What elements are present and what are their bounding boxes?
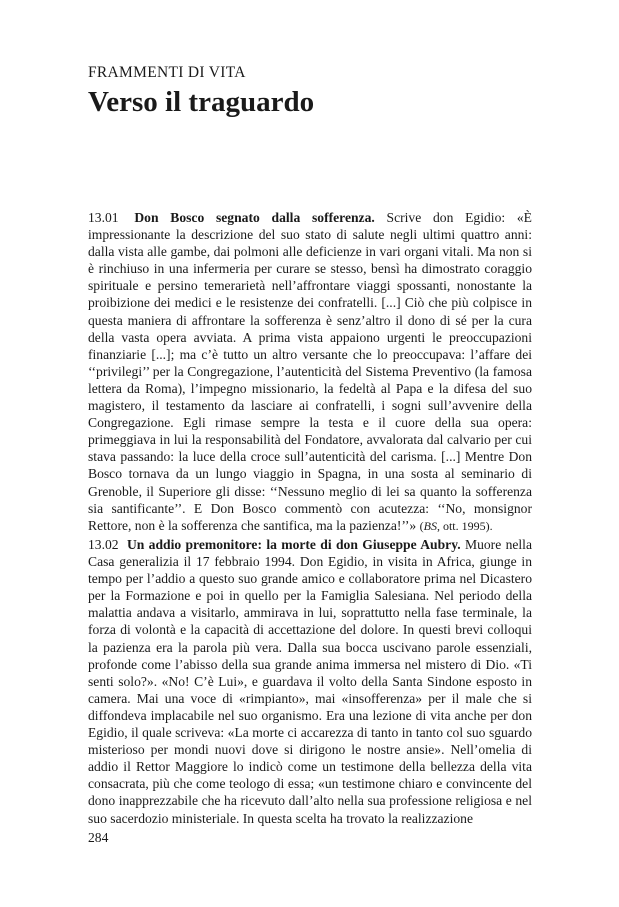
paragraph-text: Muore nella Casa generalizia il 17 febbraio 1994. Don Egidio, in visita in Africa, giunge in tempo per l’addio a questo suo grande amico e collaboratore prima nel Dicastero per la Formazione e poi in quello per la Famiglia Salesiana. Nel periodo della malattia andava a visitarlo, ammirava in lui, soprattutto nella fase terminale, la forza di volontà e la capacità di accettazione del dolore. In questi brevi colloqui la pazienza era la parola più vera. Dalla sua bocca uscivano parole essenziali, profonde come l’abisso della sua grande anima immersa nel mistero di Dio. «Ti senti solo?». «No! C’è Lui», e guardava il volto della Santa Sindone esposto in camera. Mai una voce di «rimpianto», mai «insofferenza» per il male che si diffondeva implacabile nel suo organismo. Era una lezione di vita anche per don Egidio, il quale scriveva: «La morte ci accarezza di tanto in tanto col suo sguardo misterioso per mondi nuovi dove si dirigono le nostre ansie». Nell’omelia di addio il Rettor Maggiore lo indicò come un testimone della bellezza della vita consacrata, più che come teologo di essa; «un testimone chiaro e convincente del dono inapprezzabile che ha ricevuto dall’alto nella sua professione religiosa e nel suo sacerdozio ministeriale. In questa scelta ha trovato la realizzazione [88,537,532,826]
paragraph-13-01 [88,209,532,535]
paragraph-heading: Don Bosco segnato dalla sofferenza. [134,210,375,225]
chapter-title: Verso il traguardo [88,86,315,118]
page-number: 284 [88,830,109,845]
paragraph-source: (BS, ott. 1995). [419,518,493,533]
paragraph-heading: Un addio premonitore: la morte di don Giuseppe Aubry. [126,537,461,552]
section-label: FRAMMENTI DI VITA [88,64,246,81]
paragraph-number: 13.01 [88,210,119,225]
paragraph-number: 13.02 [88,537,119,552]
paragraph-text: Scrive don Egidio: «È impressionante la descrizione del suo stato di salute negli ultimi quattro anni: dalla vista alle gambe, dai polmoni alle deficienze in vari organi vitali. Ma non si è rinchiuso in una infermeria per curare se stesso, bensì ha dimostrato coraggio spirituale e persino temerarietà nell’affrontare viaggi spossanti, nonostante la proibizione dei medici e le resistenze dei confratelli. [...] Ciò che più colpisce in questa maniera di affrontare la sofferenza è senz’altro il dono di sé per la cura della vasta opera avviata. A prima vista appaiono urgenti le preoccupazioni finanziarie [...]; ma c’è tutto un altro versante che lo preoccupava: l’affare dei ‘‘privilegi’’ per la Congregazione, l’autenticità del Sistema Preventivo (la famosa lettera da Roma), l’impegno missionario, la fedeltà al Papa e la difesa del suo magistero, il testamento da lasciare ai confratelli, i sogni sull’avvenire della Congregazione. Egli rimase sempre la testa e il cuore della sua opera: primeggiava in lui la responsabilità del Fondatore, avvalorata dal calvario per cui stava passando: la luce della croce sull’autenticità del carisma. [...] Mentre Don Bosco tornava da un lungo viaggio in Spagna, in una sosta al seminario di Grenoble, il Superiore gli disse: ‘‘Nessuno meglio di lei sa quanto la sofferenza sia santificante’’. E Don Bosco commentò con acutezza: ‘‘No, monsignor Rettore, non è la sofferenza che santifica, ma la pazienza!’’» [88,210,532,533]
paragraph-13-02 [88,536,532,827]
